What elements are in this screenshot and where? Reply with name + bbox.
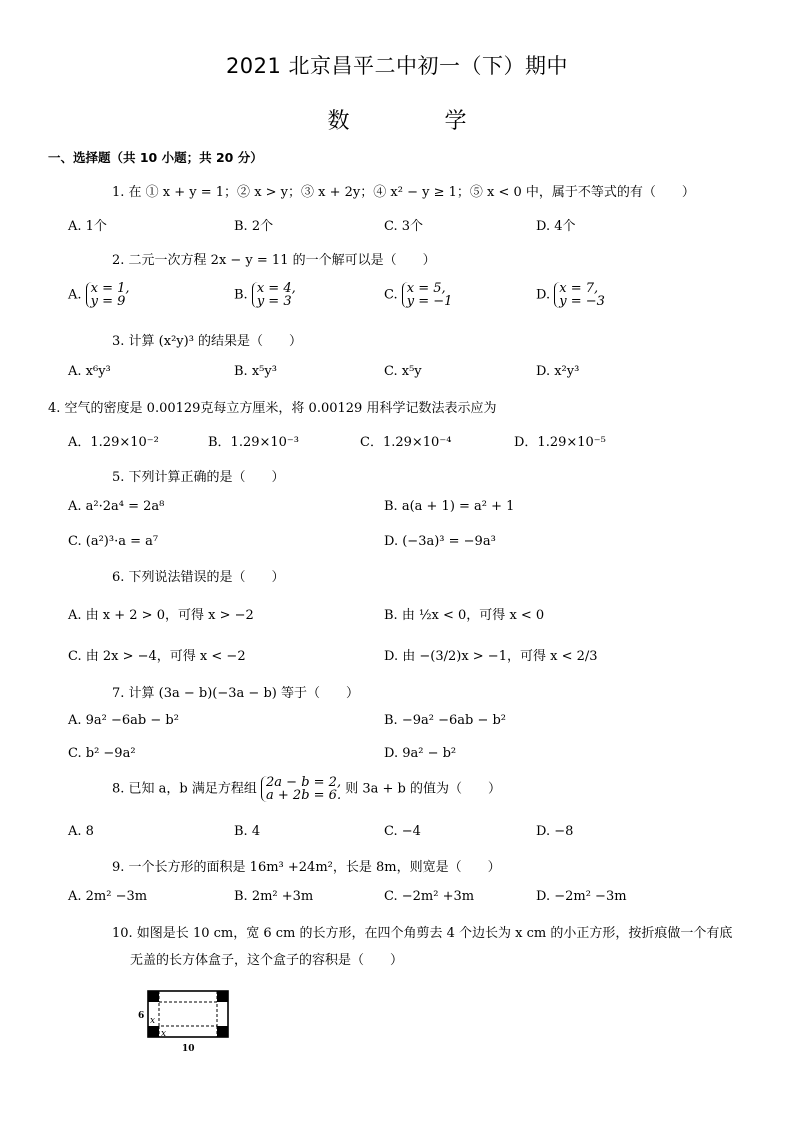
question-6-option-b: B. 由 ½x < 0，可得 x < 0 <box>384 608 545 623</box>
question-5-stem: 5. 下列计算正确的是（ ） <box>112 470 285 485</box>
option-letter: B. <box>234 287 248 303</box>
question-7-stem: 7. 计算 (3a − b)(−3a − b) 等于（ ） <box>112 686 359 701</box>
system-line: x = 5, <box>406 281 446 296</box>
question-3-option-c: C. x⁵y <box>384 364 422 379</box>
section-heading: 一、选择题（共 10 小题；共 20 分） <box>48 150 263 165</box>
question-4-option-b: B．1.29×10⁻³ <box>208 435 300 450</box>
corner-square-bottom-left <box>148 1026 159 1037</box>
system-line: x = 4, <box>256 281 296 296</box>
question-5-option-a: A. a²·2a⁴ = 2a⁸ <box>68 499 165 514</box>
outer-rectangle <box>148 991 228 1037</box>
corner-x-label: x <box>150 1016 156 1026</box>
system-line: y = −3 <box>559 294 605 309</box>
corner-x-label-2: x <box>161 1029 167 1039</box>
question-8-option-d: D. −8 <box>536 824 574 839</box>
question-7-option-d: D. 9a² − b² <box>384 746 457 761</box>
question-10-stem-line2: 无盖的长方体盒子，这个盒子的容积是（ ） <box>130 953 404 968</box>
question-2-stem: 2. 二元一次方程 2x − y = 11 的一个解可以是（ ） <box>112 253 436 268</box>
subject-title: 数 学 <box>327 109 511 134</box>
question-1-option-a: A. 1个 <box>68 219 107 234</box>
question-10-stem: 10. 如图是长 10 cm，宽 6 cm 的长方形，在四个角剪去 4 个边长为 x cm 的小正方形，按折痕做一个有底 <box>112 926 733 941</box>
question-1-stem: 1. 在 ① x + y = 1；② x > y；③ x + 2y；④ x² − y ≥ 1；⑤ x < 0 中，属于不等式的有（ ） <box>112 185 695 200</box>
system-line: y = −1 <box>406 294 453 309</box>
question-3-option-a: A. x⁶y³ <box>68 364 111 379</box>
system-line: y = 9 <box>90 294 126 309</box>
question-7-option-c: C. b² −9a² <box>68 746 136 761</box>
equation-system <box>261 776 341 802</box>
question-5-option-b: B. a(a + 1) = a² + 1 <box>384 499 515 514</box>
question-5-option-c: C. (a²)³·a = a⁷ <box>68 534 159 549</box>
question-9-option-c: C. −2m² +3m <box>384 889 475 904</box>
question-9-stem: 9. 一个长方形的面积是 16m³ +24m²，长是 8m，则宽是（ ） <box>112 860 501 875</box>
question-6-option-a: A. 由 x + 2 > 0，可得 x > −2 <box>68 608 254 623</box>
question-2-option-a <box>68 282 130 308</box>
page-title: 2021 北京昌平二中初一（下）期中 <box>225 54 569 78</box>
question-8-stem-post: 则 3a + b 的值为（ ） <box>345 781 501 797</box>
corner-square-top-right <box>217 991 228 1002</box>
question-1-option-b: B. 2个 <box>234 219 274 234</box>
question-9-option-b: B. 2m² +3m <box>234 889 314 904</box>
question-8-stem-pre: 8. 已知 a，b 满足方程组 <box>112 781 257 797</box>
system-line: 2a − b = 2, <box>266 775 342 790</box>
question-4-option-d: D．1.29×10⁻⁵ <box>514 435 606 450</box>
question-7-option-b: B. −9a² −6ab − b² <box>384 713 507 728</box>
question-3-option-b: B. x⁵y³ <box>234 364 277 379</box>
system-line: a + 2b = 6. <box>266 788 342 803</box>
box-net-figure <box>138 985 238 1055</box>
question-1-option-d: D. 4个 <box>536 219 576 234</box>
question-2-option-d <box>536 282 605 308</box>
question-2-option-c <box>384 282 452 308</box>
question-6-stem: 6. 下列说法错误的是（ ） <box>112 570 285 585</box>
option-letter: D. <box>536 287 551 303</box>
question-8-stem <box>112 776 501 802</box>
question-4-option-c: C．1.29×10⁻⁴ <box>360 435 452 450</box>
equation-system <box>252 282 296 308</box>
option-letter: C. <box>384 287 398 303</box>
question-6-option-c: C. 由 2x > −4，可得 x < −2 <box>68 649 246 664</box>
width-label: 10 <box>182 1044 195 1054</box>
equation-system <box>554 282 605 308</box>
question-7-option-a: A. 9a² −6ab − b² <box>68 713 179 728</box>
question-8-option-c: C. −4 <box>384 824 421 839</box>
question-3-stem: 3. 计算 (x²y)³ 的结果是（ ） <box>112 334 303 349</box>
equation-system <box>86 282 130 308</box>
option-letter: A. <box>68 287 82 303</box>
corner-square-top-left <box>148 991 159 1002</box>
question-9-option-a: A. 2m² −3m <box>68 889 148 904</box>
question-3-option-d: D. x²y³ <box>536 364 580 379</box>
system-line: x = 1, <box>90 281 130 296</box>
question-6-option-d: D. 由 −(3/2)x > −1，可得 x < 2/3 <box>384 649 598 664</box>
corner-square-bottom-right <box>217 1026 228 1037</box>
question-9-option-d: D. −2m² −3m <box>536 889 627 904</box>
equation-system <box>402 282 453 308</box>
system-line: y = 3 <box>256 294 292 309</box>
question-8-option-a: A. 8 <box>68 824 94 839</box>
question-1-option-c: C. 3个 <box>384 219 424 234</box>
question-8-option-b: B. 4 <box>234 824 261 839</box>
question-2-option-b <box>234 282 296 308</box>
question-4-stem: 4. 空气的密度是 0.00129克每立方厘米，将 0.00129 用科学记数法表示应为 <box>48 401 497 416</box>
question-4-option-a: A．1.29×10⁻² <box>68 435 159 450</box>
question-5-option-d: D. (−3a)³ = −9a³ <box>384 534 496 549</box>
system-line: x = 7, <box>559 281 599 296</box>
fold-lines <box>159 1002 217 1026</box>
height-label: 6 <box>138 1011 145 1021</box>
